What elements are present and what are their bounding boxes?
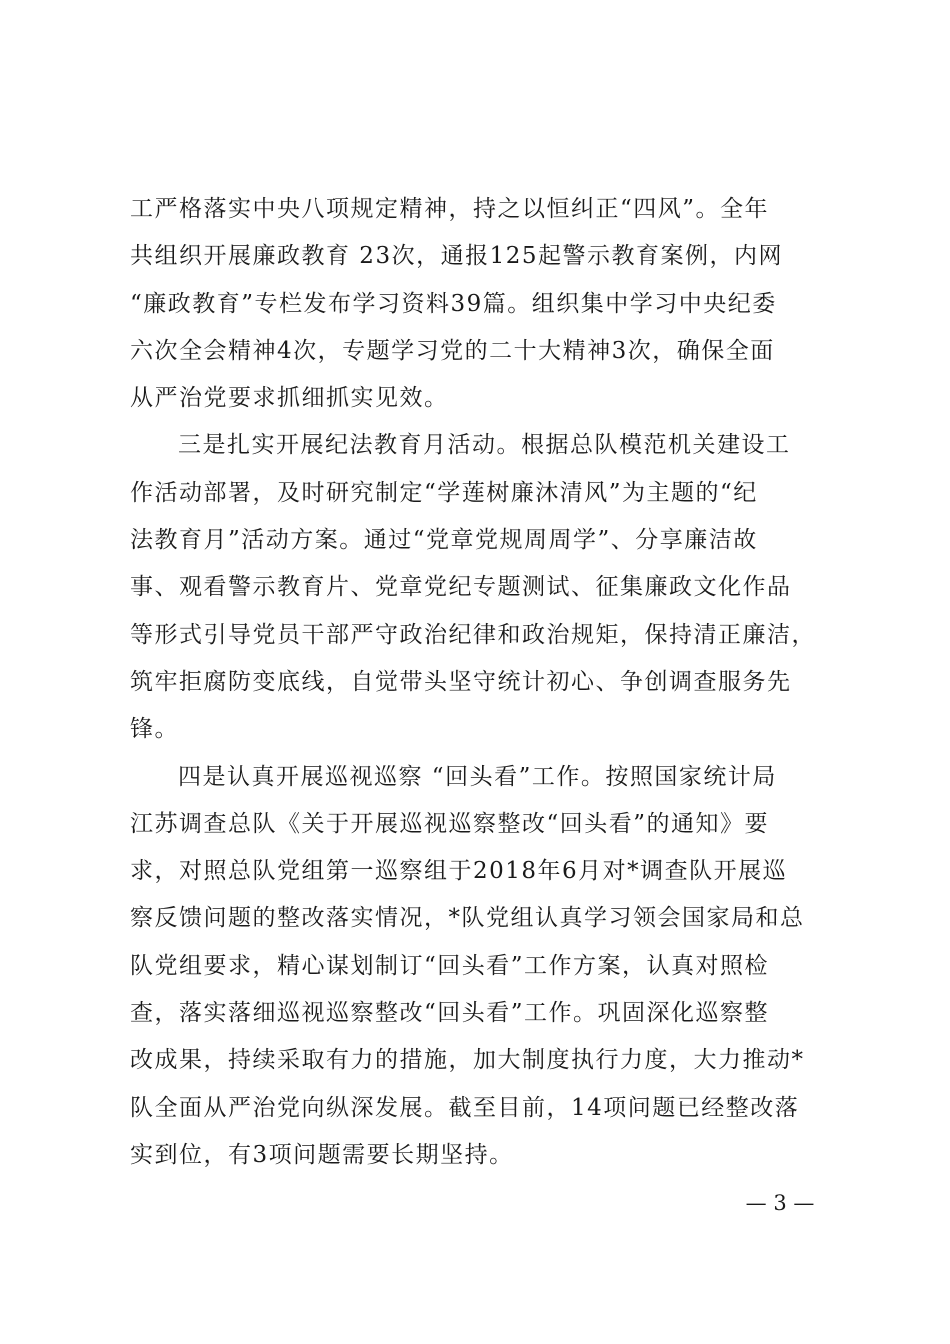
text-line: “廉政教育”专栏发布学习资料39篇。组织集中学习中央纪委 <box>130 290 777 317</box>
body-text <box>130 186 850 1179</box>
text-line: 共组织开展廉政教育 23次，通报125起警示教育案例，内网 <box>130 243 783 270</box>
text-line: 队党组要求，精心谋划制订“回头看”工作方案，认真对照检 <box>130 952 770 979</box>
text-line: 改成果，持续采取有力的措施，加大制度执行力度，大力推动* <box>130 1047 805 1074</box>
text-line: 实到位，有3项问题需要长期坚持。 <box>130 1141 514 1168</box>
paragraph-start-line: 三是扎实开展纪法教育月活动。根据总队模范机关建设工 <box>178 432 791 459</box>
text-line: 察反馈问题的整改落实情况，*队党组认真学习领会国家局和总 <box>130 905 805 932</box>
text-line: 江苏调查总队《关于开展巡视巡察整改“回头看”的通知》要 <box>130 810 770 837</box>
text-line: 从严治党要求抓细抓实见效。 <box>130 385 449 412</box>
text-line: 法教育月”活动方案。通过“党章党规周周学”、分享廉洁故 <box>130 527 758 554</box>
text-line: 筑牢拒腐防变底线，自觉带头坚守统计初心、争创调查服务先 <box>130 668 792 695</box>
text-line: 查，落实落细巡视巡察整改“回头看”工作。巩固深化巡察整 <box>130 1000 770 1027</box>
text-line: 作活动部署，及时研究制定“学莲树廉沐清风”为主题的“纪 <box>130 479 758 506</box>
paragraph-start-line: 四是认真开展巡视巡察 “回头看”工作。按照国家统计局 <box>178 763 777 790</box>
text-line: 锋。 <box>130 716 179 743</box>
page-number: — 3 — <box>745 1191 815 1215</box>
text-line: 工严格落实中央八项规定精神，持之以恒纠正“四风”。全年 <box>130 196 770 222</box>
text-line: 求，对照总队党组第一巡察组于2018年6月对*调查队开展巡 <box>130 858 788 885</box>
text-line: 事、观看警示教育片、党章党纪专题测试、征集廉政文化作品 <box>130 574 792 601</box>
text-line: 六次全会精神4次，专题学习党的二十大精神3次，确保全面 <box>130 337 775 364</box>
text-line: 等形式引导党员干部严守政治纪律和政治规矩，保持清正廉洁， <box>130 621 816 648</box>
text-line: 队全面从严治党向纵深发展。截至目前，14项问题已经整改落 <box>130 1094 800 1121</box>
